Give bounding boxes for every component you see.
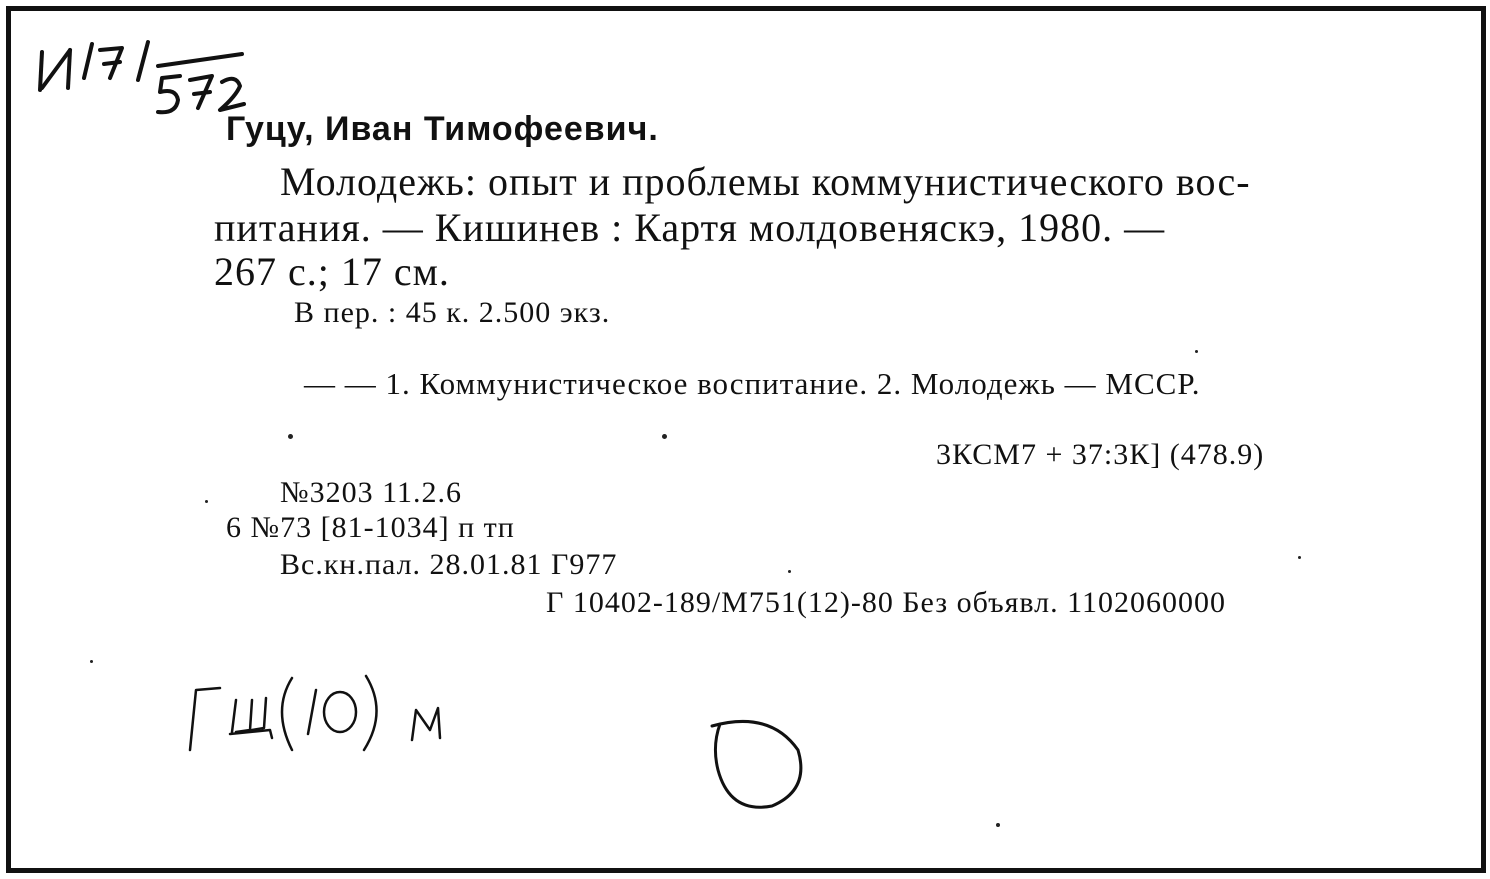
scan-speck (662, 434, 667, 439)
author-heading: Гуцу, Иван Тимофеевич. (226, 110, 659, 148)
record-number-2: 6 №73 [81-1034] п тп (226, 511, 515, 544)
scan-speck (90, 660, 93, 663)
handwritten-circle (700, 710, 820, 820)
handwritten-note (180, 650, 510, 760)
title-line-3: 267 с.; 17 см. (214, 249, 450, 294)
record-number-3: Вс.кн.пал. 28.01.81 Г977 (280, 548, 618, 581)
title-line-2: питания. — Кишинев : Картя молдовеняскэ, 1980. — (214, 205, 1166, 250)
title-line-1: Молодежь: опыт и проблемы коммунистического вос- (280, 159, 1251, 204)
subject-headings: — — 1. Коммунистическое воспитание. 2. Молодежь — МССР. (304, 366, 1201, 401)
scan-speck (205, 500, 208, 503)
price-line: В пер. : 45 к. 2.500 экз. (294, 296, 611, 329)
scan-speck (1298, 556, 1301, 559)
scan-speck (1195, 350, 1198, 353)
classification-code: 3КСМ7 + 37:3К] (478.9) (936, 438, 1265, 471)
record-number-1: №3203 11.2.6 (280, 476, 463, 509)
record-number-4: Г 10402-189/М751(12)-80 Без объявл. 1102060000 (546, 586, 1227, 619)
scan-speck (996, 823, 1000, 827)
scan-speck (288, 434, 293, 439)
scan-speck (788, 570, 791, 573)
